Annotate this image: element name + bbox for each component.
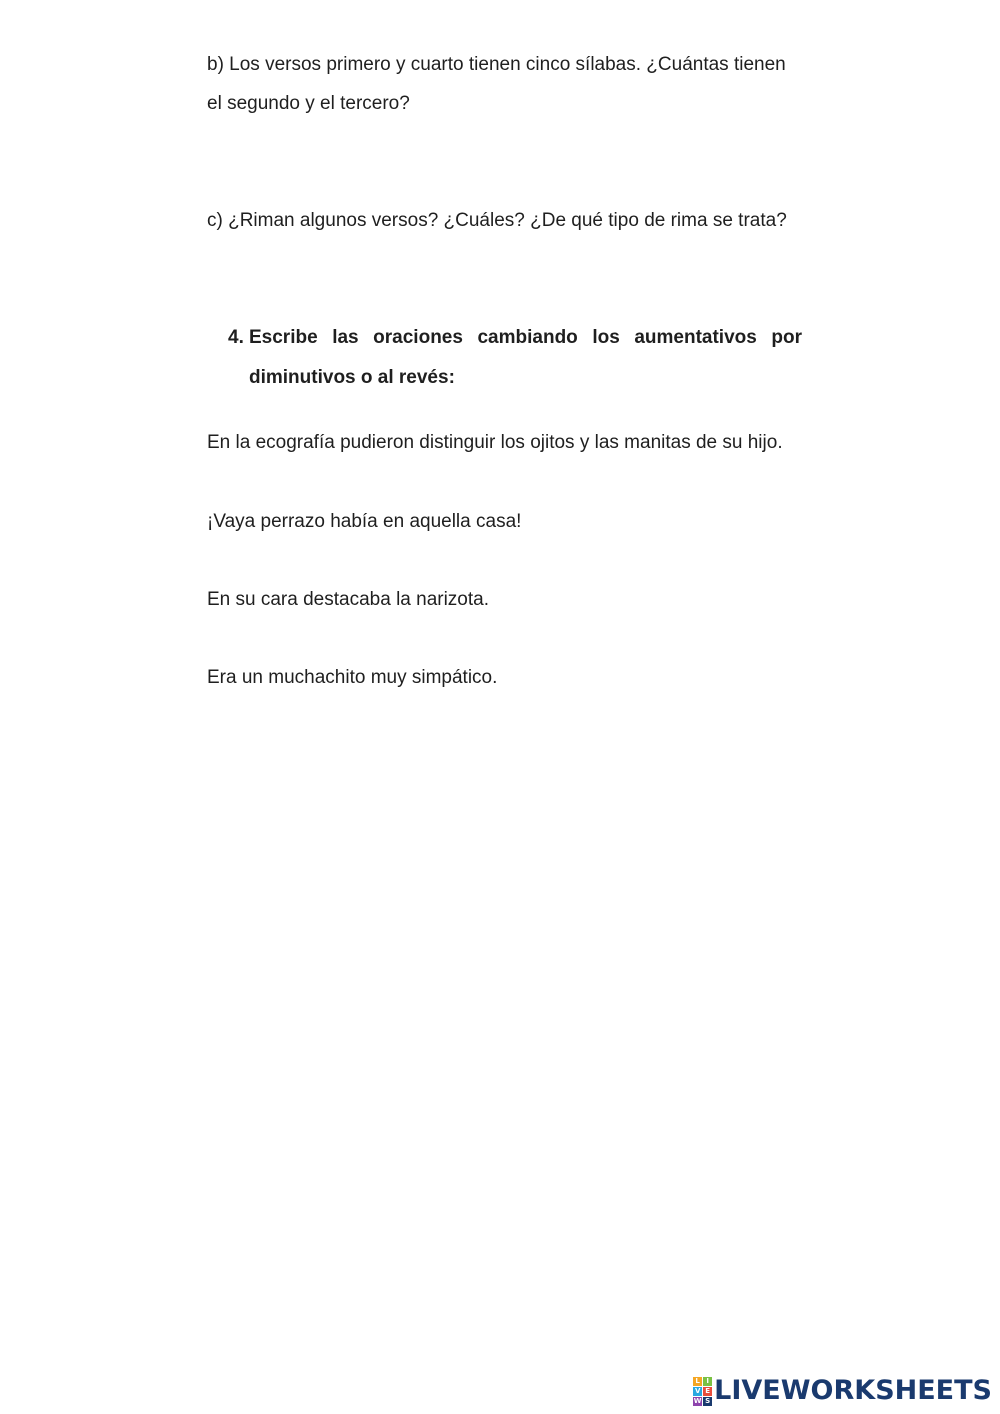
logo-mark-cell: V [694, 1386, 701, 1395]
logo-mark-cell: L [693, 1377, 702, 1386]
exercise-4-number: 4. [228, 327, 244, 348]
liveworksheets-logo [693, 1376, 992, 1406]
liveworksheets-logo-icon [693, 1377, 712, 1406]
question-c: c) ¿Riman algunos versos? ¿Cuáles? ¿De qué tipo de rima se trata? [207, 210, 787, 231]
logo-mark-cell: I [703, 1377, 712, 1386]
liveworksheets-logo-text: LIVEWORKSHEETS [714, 1375, 992, 1406]
sentence-3: En su cara destacaba la narizota. [207, 589, 490, 610]
exercise-4-heading-line-1: Escribe las oraciones cambiando los aumentativos por [249, 327, 802, 348]
sentence-2: ¡Vaya perrazo había en aquella casa! [207, 511, 522, 532]
question-b-line-2: el segundo y el tercero? [207, 93, 410, 114]
sentence-4: Era un muchachito muy simpático. [207, 667, 498, 688]
question-b-line-1: b) Los versos primero y cuarto tienen cinco sílabas. ¿Cuántas tienen [207, 54, 786, 75]
logo-mark-cell: E [703, 1387, 712, 1396]
logo-mark-cell: S [705, 1396, 711, 1405]
exercise-4-heading-line-2: diminutivos o al revés: [249, 367, 455, 388]
logo-mark-cell: W [693, 1396, 702, 1405]
sentence-1: En la ecografía pudieron distinguir los ojitos y las manitas de su hijo. [207, 432, 783, 453]
